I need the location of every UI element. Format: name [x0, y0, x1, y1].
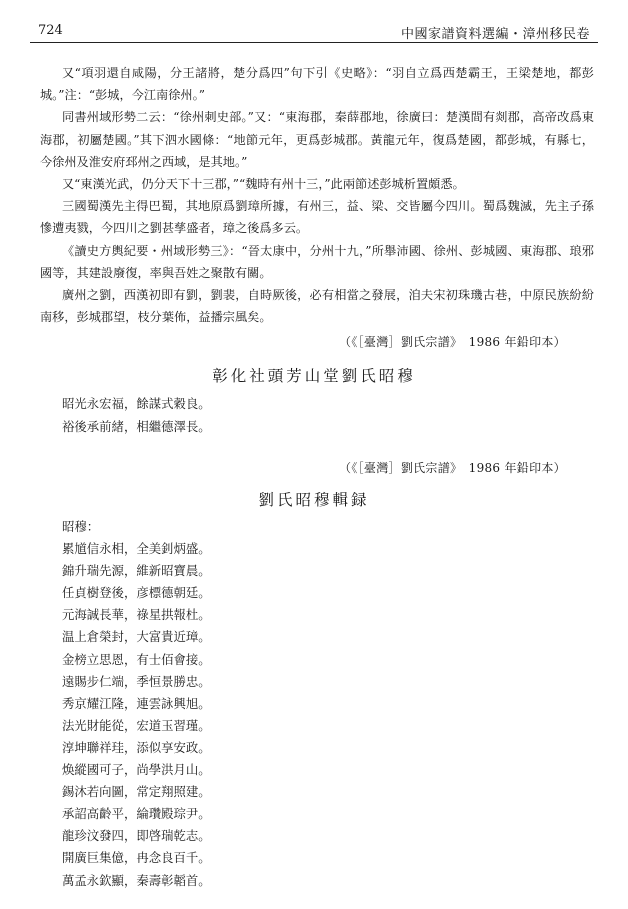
paragraph: 又“東漢光武，仍分天下十三郡，”“魏時有州十三，”此兩節述彭城析置頗悉。 [62, 177, 465, 192]
page-header [30, 20, 598, 43]
section-title: 彰化社頭芳山堂劉氏昭穆 [212, 367, 416, 385]
verse-line: 任貞樹登後，彦標德朝廷。 [62, 585, 211, 601]
verse-line: 昭光永宏福，餘謀式穀良。 [62, 396, 211, 411]
verse-line: 承詔高齡平，綸瓚殿琮尹。 [62, 806, 211, 822]
verse-line: 元海誠長華，祿星拱報杜。 [62, 607, 211, 623]
source-citation: （《［臺灣］劉氏宗譜》 1986 年鉛印本） [339, 461, 566, 475]
verse-line: 萬孟永欽顯，秦壽彰韜首。 [62, 872, 211, 888]
verse-line: 裕後承前緒，相繼德澤長。 [62, 418, 211, 434]
generation-poem [62, 393, 211, 438]
verse-line: 焕縱國可子，尚學洪月山。 [62, 762, 211, 778]
verse-line: 法光財能從，宏道玉習瑾。 [62, 717, 211, 733]
paragraph: 三國蜀漢先主得巴蜀，其地原爲劉璋所據，有州三，益、梁、交皆屬今四川。蜀爲魏滅，先主子孫慘遭夷戮，今四川之劉甚孳盛者，璋之後爲多云。 [40, 199, 594, 236]
source-citation: （《［臺灣］劉氏宗譜》 1986 年鉛印本） [339, 335, 566, 349]
verse-line: 秀京耀江隆，連雲詠興旭。 [62, 695, 211, 711]
paragraph: 廣州之劉，西漢初即有劉，劉裴，自時厥後，必有相當之發展，洎夫宋初珠璣古巷，中原民族紛紛南移，彭城郡望，枝分葉佈，益播宗風矣。 [40, 288, 594, 325]
series-title: 中國家譜資料選編・漳州移民卷 [400, 27, 590, 42]
poem-intro: 昭穆： [62, 519, 100, 534]
page-number: 724 [38, 23, 63, 38]
verse-line: 錦升瑞先源，維新昭寶晨。 [62, 563, 211, 579]
paragraph: 又“項羽還自咸陽，分王諸將，楚分爲四”句下引《史略》：“羽自立爲西楚霸王，王梁楚地，都彭城。”注：“彭城，今江南徐州。” [40, 66, 594, 103]
verse-line: 温上倉榮封，大富貴近璋。 [62, 629, 211, 645]
paragraph: 《讀史方輿紀要・州域形勢三》：“晉太康中，分州十九，”所舉沛國、徐州、彭城國、東海郡、琅邪國等，其建設廢復，率與吾姓之聚散有關。 [40, 243, 594, 280]
verse-line: 淳坤聯祥珪，添似享安政。 [62, 739, 211, 755]
generation-poem [62, 516, 211, 892]
verse-line: 龍珍汶發四，即啓瑞乾志。 [62, 828, 211, 844]
verse-line: 累馗信永相，全美釗炳盛。 [62, 541, 211, 557]
body-text [40, 62, 594, 328]
verse-line: 錫沐若向圖，常定翔照建。 [62, 784, 211, 800]
verse-line: 開廣巨集億，冉念良百千。 [62, 850, 211, 866]
section-title: 劉氏昭穆輯録 [258, 491, 370, 509]
paragraph: 同書州域形勢二云：“徐州刺史部。”又：“東海郡，秦薛郡地，徐廣曰：楚漢間有剡郡，高帝改爲東海郡，初屬楚國。”其下泗水國條：“地節元年，更爲彭城郡。黃龍元年，復爲楚國，都彭城，有縣七，今徐州及淮安府邳州之西域，是其地。” [40, 110, 594, 169]
verse-line: 遠賜步仁端，季恒景勝忠。 [62, 673, 211, 689]
verse-line: 金榜立思恩，有士佰會接。 [62, 651, 211, 667]
